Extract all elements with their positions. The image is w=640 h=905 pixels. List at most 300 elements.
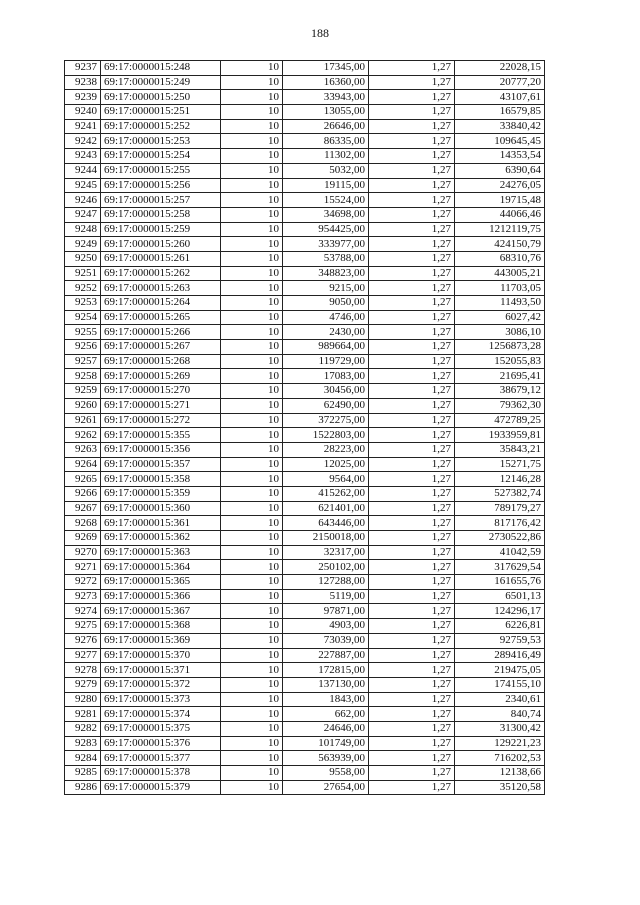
table-row xyxy=(65,575,545,590)
table-row xyxy=(65,222,545,237)
group-code-cell: 10 xyxy=(221,442,283,457)
table-row xyxy=(65,766,545,781)
row-number-cell: 9238 xyxy=(65,75,101,90)
row-number-cell: 9285 xyxy=(65,766,101,781)
group-code-cell: 10 xyxy=(221,560,283,575)
coefficient-value-cell: 1,27 xyxy=(369,516,455,531)
row-number-cell: 9266 xyxy=(65,486,101,501)
area-value-cell: 12025,00 xyxy=(283,457,369,472)
row-number-cell: 9242 xyxy=(65,134,101,149)
table-row xyxy=(65,149,545,164)
group-code-cell: 10 xyxy=(221,354,283,369)
total-value-cell: 24276,05 xyxy=(455,178,545,193)
cadastral-number-cell: 69:17:0000015:361 xyxy=(101,516,221,531)
coefficient-value-cell: 1,27 xyxy=(369,61,455,76)
group-code-cell: 10 xyxy=(221,266,283,281)
cadastral-number-cell: 69:17:0000015:368 xyxy=(101,619,221,634)
total-value-cell: 21695,41 xyxy=(455,369,545,384)
area-value-cell: 9050,00 xyxy=(283,296,369,311)
table-row xyxy=(65,134,545,149)
area-value-cell: 9564,00 xyxy=(283,472,369,487)
coefficient-value-cell: 1,27 xyxy=(369,780,455,795)
row-number-cell: 9256 xyxy=(65,340,101,355)
table-row xyxy=(65,354,545,369)
total-value-cell: 22028,15 xyxy=(455,61,545,76)
coefficient-value-cell: 1,27 xyxy=(369,413,455,428)
cadastral-number-cell: 69:17:0000015:359 xyxy=(101,486,221,501)
table-row xyxy=(65,119,545,134)
group-code-cell: 10 xyxy=(221,90,283,105)
cadastral-number-cell: 69:17:0000015:370 xyxy=(101,648,221,663)
coefficient-value-cell: 1,27 xyxy=(369,663,455,678)
area-value-cell: 101749,00 xyxy=(283,736,369,751)
cadastral-value-table xyxy=(64,60,545,795)
row-number-cell: 9245 xyxy=(65,178,101,193)
coefficient-value-cell: 1,27 xyxy=(369,766,455,781)
cadastral-number-cell: 69:17:0000015:372 xyxy=(101,677,221,692)
table-row xyxy=(65,501,545,516)
row-number-cell: 9250 xyxy=(65,251,101,266)
group-code-cell: 10 xyxy=(221,516,283,531)
area-value-cell: 621401,00 xyxy=(283,501,369,516)
table-row xyxy=(65,325,545,340)
row-number-cell: 9248 xyxy=(65,222,101,237)
coefficient-value-cell: 1,27 xyxy=(369,325,455,340)
area-value-cell: 127288,00 xyxy=(283,575,369,590)
cadastral-number-cell: 69:17:0000015:259 xyxy=(101,222,221,237)
group-code-cell: 10 xyxy=(221,398,283,413)
cadastral-number-cell: 69:17:0000015:371 xyxy=(101,663,221,678)
group-code-cell: 10 xyxy=(221,163,283,178)
area-value-cell: 33943,00 xyxy=(283,90,369,105)
total-value-cell: 1212119,75 xyxy=(455,222,545,237)
coefficient-value-cell: 1,27 xyxy=(369,472,455,487)
group-code-cell: 10 xyxy=(221,222,283,237)
row-number-cell: 9286 xyxy=(65,780,101,795)
row-number-cell: 9261 xyxy=(65,413,101,428)
area-value-cell: 4746,00 xyxy=(283,310,369,325)
row-number-cell: 9240 xyxy=(65,105,101,120)
cadastral-number-cell: 69:17:0000015:267 xyxy=(101,340,221,355)
row-number-cell: 9272 xyxy=(65,575,101,590)
row-number-cell: 9275 xyxy=(65,619,101,634)
group-code-cell: 10 xyxy=(221,531,283,546)
area-value-cell: 13055,00 xyxy=(283,105,369,120)
row-number-cell: 9283 xyxy=(65,736,101,751)
row-number-cell: 9264 xyxy=(65,457,101,472)
table-row xyxy=(65,619,545,634)
coefficient-value-cell: 1,27 xyxy=(369,442,455,457)
group-code-cell: 10 xyxy=(221,648,283,663)
area-value-cell: 32317,00 xyxy=(283,545,369,560)
coefficient-value-cell: 1,27 xyxy=(369,384,455,399)
table-row xyxy=(65,780,545,795)
area-value-cell: 26646,00 xyxy=(283,119,369,134)
row-number-cell: 9273 xyxy=(65,589,101,604)
total-value-cell: 789179,27 xyxy=(455,501,545,516)
row-number-cell: 9257 xyxy=(65,354,101,369)
total-value-cell: 174155,10 xyxy=(455,677,545,692)
total-value-cell: 152055,83 xyxy=(455,354,545,369)
group-code-cell: 10 xyxy=(221,721,283,736)
area-value-cell: 17345,00 xyxy=(283,61,369,76)
total-value-cell: 840,74 xyxy=(455,707,545,722)
total-value-cell: 219475,05 xyxy=(455,663,545,678)
row-number-cell: 9271 xyxy=(65,560,101,575)
total-value-cell: 527382,74 xyxy=(455,486,545,501)
coefficient-value-cell: 1,27 xyxy=(369,619,455,634)
row-number-cell: 9281 xyxy=(65,707,101,722)
area-value-cell: 1843,00 xyxy=(283,692,369,707)
row-number-cell: 9276 xyxy=(65,633,101,648)
group-code-cell: 10 xyxy=(221,486,283,501)
total-value-cell: 15271,75 xyxy=(455,457,545,472)
row-number-cell: 9258 xyxy=(65,369,101,384)
cadastral-number-cell: 69:17:0000015:379 xyxy=(101,780,221,795)
table-row xyxy=(65,589,545,604)
row-number-cell: 9244 xyxy=(65,163,101,178)
coefficient-value-cell: 1,27 xyxy=(369,604,455,619)
area-value-cell: 17083,00 xyxy=(283,369,369,384)
total-value-cell: 38679,12 xyxy=(455,384,545,399)
coefficient-value-cell: 1,27 xyxy=(369,237,455,252)
cadastral-number-cell: 69:17:0000015:360 xyxy=(101,501,221,516)
coefficient-value-cell: 1,27 xyxy=(369,531,455,546)
cadastral-number-cell: 69:17:0000015:362 xyxy=(101,531,221,546)
group-code-cell: 10 xyxy=(221,193,283,208)
group-code-cell: 10 xyxy=(221,325,283,340)
total-value-cell: 6390,64 xyxy=(455,163,545,178)
table-row xyxy=(65,677,545,692)
cadastral-number-cell: 69:17:0000015:261 xyxy=(101,251,221,266)
group-code-cell: 10 xyxy=(221,281,283,296)
area-value-cell: 5119,00 xyxy=(283,589,369,604)
coefficient-value-cell: 1,27 xyxy=(369,589,455,604)
cadastral-number-cell: 69:17:0000015:376 xyxy=(101,736,221,751)
cadastral-number-cell: 69:17:0000015:250 xyxy=(101,90,221,105)
table-row xyxy=(65,310,545,325)
cadastral-number-cell: 69:17:0000015:263 xyxy=(101,281,221,296)
coefficient-value-cell: 1,27 xyxy=(369,648,455,663)
cadastral-number-cell: 69:17:0000015:357 xyxy=(101,457,221,472)
coefficient-value-cell: 1,27 xyxy=(369,340,455,355)
cadastral-number-cell: 69:17:0000015:266 xyxy=(101,325,221,340)
total-value-cell: 716202,53 xyxy=(455,751,545,766)
total-value-cell: 124296,17 xyxy=(455,604,545,619)
table-row xyxy=(65,163,545,178)
coefficient-value-cell: 1,27 xyxy=(369,633,455,648)
coefficient-value-cell: 1,27 xyxy=(369,575,455,590)
cadastral-number-cell: 69:17:0000015:378 xyxy=(101,766,221,781)
table-row xyxy=(65,707,545,722)
area-value-cell: 86335,00 xyxy=(283,134,369,149)
area-value-cell: 1522803,00 xyxy=(283,428,369,443)
table-row xyxy=(65,721,545,736)
total-value-cell: 6027,42 xyxy=(455,310,545,325)
row-number-cell: 9263 xyxy=(65,442,101,457)
table-row xyxy=(65,90,545,105)
table-row xyxy=(65,281,545,296)
table-row xyxy=(65,398,545,413)
cadastral-number-cell: 69:17:0000015:356 xyxy=(101,442,221,457)
area-value-cell: 62490,00 xyxy=(283,398,369,413)
table-row xyxy=(65,692,545,707)
total-value-cell: 79362,30 xyxy=(455,398,545,413)
group-code-cell: 10 xyxy=(221,707,283,722)
area-value-cell: 15524,00 xyxy=(283,193,369,208)
area-value-cell: 954425,00 xyxy=(283,222,369,237)
cadastral-number-cell: 69:17:0000015:358 xyxy=(101,472,221,487)
total-value-cell: 2730522,86 xyxy=(455,531,545,546)
cadastral-number-cell: 69:17:0000015:271 xyxy=(101,398,221,413)
area-value-cell: 643446,00 xyxy=(283,516,369,531)
table-row xyxy=(65,413,545,428)
table-row xyxy=(65,663,545,678)
coefficient-value-cell: 1,27 xyxy=(369,398,455,413)
coefficient-value-cell: 1,27 xyxy=(369,428,455,443)
row-number-cell: 9237 xyxy=(65,61,101,76)
group-code-cell: 10 xyxy=(221,178,283,193)
row-number-cell: 9246 xyxy=(65,193,101,208)
row-number-cell: 9243 xyxy=(65,149,101,164)
area-value-cell: 563939,00 xyxy=(283,751,369,766)
total-value-cell: 35120,58 xyxy=(455,780,545,795)
total-value-cell: 44066,46 xyxy=(455,207,545,222)
row-number-cell: 9278 xyxy=(65,663,101,678)
area-value-cell: 227887,00 xyxy=(283,648,369,663)
group-code-cell: 10 xyxy=(221,369,283,384)
row-number-cell: 9254 xyxy=(65,310,101,325)
table-row xyxy=(65,648,545,663)
coefficient-value-cell: 1,27 xyxy=(369,134,455,149)
coefficient-value-cell: 1,27 xyxy=(369,692,455,707)
area-value-cell: 662,00 xyxy=(283,707,369,722)
table-row xyxy=(65,384,545,399)
total-value-cell: 443005,21 xyxy=(455,266,545,281)
group-code-cell: 10 xyxy=(221,736,283,751)
coefficient-value-cell: 1,27 xyxy=(369,222,455,237)
area-value-cell: 372275,00 xyxy=(283,413,369,428)
area-value-cell: 28223,00 xyxy=(283,442,369,457)
cadastral-number-cell: 69:17:0000015:364 xyxy=(101,560,221,575)
row-number-cell: 9253 xyxy=(65,296,101,311)
total-value-cell: 6501,13 xyxy=(455,589,545,604)
table-row xyxy=(65,531,545,546)
cadastral-number-cell: 69:17:0000015:375 xyxy=(101,721,221,736)
cadastral-number-cell: 69:17:0000015:249 xyxy=(101,75,221,90)
cadastral-number-cell: 69:17:0000015:251 xyxy=(101,105,221,120)
table-row xyxy=(65,369,545,384)
group-code-cell: 10 xyxy=(221,75,283,90)
coefficient-value-cell: 1,27 xyxy=(369,369,455,384)
cadastral-number-cell: 69:17:0000015:365 xyxy=(101,575,221,590)
group-code-cell: 10 xyxy=(221,545,283,560)
cadastral-number-cell: 69:17:0000015:258 xyxy=(101,207,221,222)
total-value-cell: 161655,76 xyxy=(455,575,545,590)
cadastral-number-cell: 69:17:0000015:265 xyxy=(101,310,221,325)
row-number-cell: 9252 xyxy=(65,281,101,296)
coefficient-value-cell: 1,27 xyxy=(369,149,455,164)
group-code-cell: 10 xyxy=(221,134,283,149)
row-number-cell: 9247 xyxy=(65,207,101,222)
group-code-cell: 10 xyxy=(221,105,283,120)
row-number-cell: 9282 xyxy=(65,721,101,736)
total-value-cell: 11703,05 xyxy=(455,281,545,296)
row-number-cell: 9280 xyxy=(65,692,101,707)
area-value-cell: 4903,00 xyxy=(283,619,369,634)
table-row xyxy=(65,75,545,90)
area-value-cell: 2150018,00 xyxy=(283,531,369,546)
total-value-cell: 19715,48 xyxy=(455,193,545,208)
area-value-cell: 53788,00 xyxy=(283,251,369,266)
group-code-cell: 10 xyxy=(221,296,283,311)
coefficient-value-cell: 1,27 xyxy=(369,105,455,120)
area-value-cell: 9215,00 xyxy=(283,281,369,296)
table-row xyxy=(65,61,545,76)
coefficient-value-cell: 1,27 xyxy=(369,266,455,281)
table-row xyxy=(65,751,545,766)
group-code-cell: 10 xyxy=(221,589,283,604)
group-code-cell: 10 xyxy=(221,633,283,648)
table-row xyxy=(65,545,545,560)
table-row xyxy=(65,105,545,120)
cadastral-number-cell: 69:17:0000015:367 xyxy=(101,604,221,619)
coefficient-value-cell: 1,27 xyxy=(369,75,455,90)
total-value-cell: 424150,79 xyxy=(455,237,545,252)
row-number-cell: 9268 xyxy=(65,516,101,531)
coefficient-value-cell: 1,27 xyxy=(369,501,455,516)
total-value-cell: 2340,61 xyxy=(455,692,545,707)
coefficient-value-cell: 1,27 xyxy=(369,281,455,296)
coefficient-value-cell: 1,27 xyxy=(369,178,455,193)
group-code-cell: 10 xyxy=(221,207,283,222)
group-code-cell: 10 xyxy=(221,457,283,472)
total-value-cell: 31300,42 xyxy=(455,721,545,736)
coefficient-value-cell: 1,27 xyxy=(369,251,455,266)
total-value-cell: 289416,49 xyxy=(455,648,545,663)
table-row xyxy=(65,560,545,575)
area-value-cell: 30456,00 xyxy=(283,384,369,399)
coefficient-value-cell: 1,27 xyxy=(369,736,455,751)
row-number-cell: 9260 xyxy=(65,398,101,413)
cadastral-number-cell: 69:17:0000015:373 xyxy=(101,692,221,707)
table-row xyxy=(65,251,545,266)
group-code-cell: 10 xyxy=(221,780,283,795)
table-row xyxy=(65,442,545,457)
group-code-cell: 10 xyxy=(221,428,283,443)
area-value-cell: 348823,00 xyxy=(283,266,369,281)
table-row xyxy=(65,340,545,355)
group-code-cell: 10 xyxy=(221,575,283,590)
cadastral-number-cell: 69:17:0000015:268 xyxy=(101,354,221,369)
cadastral-number-cell: 69:17:0000015:253 xyxy=(101,134,221,149)
row-number-cell: 9241 xyxy=(65,119,101,134)
coefficient-value-cell: 1,27 xyxy=(369,457,455,472)
table-row xyxy=(65,472,545,487)
coefficient-value-cell: 1,27 xyxy=(369,119,455,134)
coefficient-value-cell: 1,27 xyxy=(369,193,455,208)
total-value-cell: 92759,53 xyxy=(455,633,545,648)
total-value-cell: 11493,50 xyxy=(455,296,545,311)
cadastral-number-cell: 69:17:0000015:270 xyxy=(101,384,221,399)
area-value-cell: 97871,00 xyxy=(283,604,369,619)
table-row xyxy=(65,178,545,193)
cadastral-number-cell: 69:17:0000015:269 xyxy=(101,369,221,384)
coefficient-value-cell: 1,27 xyxy=(369,354,455,369)
area-value-cell: 16360,00 xyxy=(283,75,369,90)
group-code-cell: 10 xyxy=(221,604,283,619)
total-value-cell: 472789,25 xyxy=(455,413,545,428)
total-value-cell: 129221,23 xyxy=(455,736,545,751)
coefficient-value-cell: 1,27 xyxy=(369,90,455,105)
area-value-cell: 24646,00 xyxy=(283,721,369,736)
area-value-cell: 989664,00 xyxy=(283,340,369,355)
area-value-cell: 19115,00 xyxy=(283,178,369,193)
total-value-cell: 317629,54 xyxy=(455,560,545,575)
group-code-cell: 10 xyxy=(221,413,283,428)
coefficient-value-cell: 1,27 xyxy=(369,677,455,692)
table-row xyxy=(65,633,545,648)
cadastral-number-cell: 69:17:0000015:257 xyxy=(101,193,221,208)
cadastral-number-cell: 69:17:0000015:355 xyxy=(101,428,221,443)
coefficient-value-cell: 1,27 xyxy=(369,486,455,501)
total-value-cell: 1933959,81 xyxy=(455,428,545,443)
cadastral-number-cell: 69:17:0000015:363 xyxy=(101,545,221,560)
group-code-cell: 10 xyxy=(221,251,283,266)
table-row xyxy=(65,604,545,619)
table-row xyxy=(65,266,545,281)
cadastral-number-cell: 69:17:0000015:254 xyxy=(101,149,221,164)
table-row xyxy=(65,486,545,501)
area-value-cell: 9558,00 xyxy=(283,766,369,781)
row-number-cell: 9269 xyxy=(65,531,101,546)
coefficient-value-cell: 1,27 xyxy=(369,751,455,766)
row-number-cell: 9239 xyxy=(65,90,101,105)
table-row xyxy=(65,736,545,751)
area-value-cell: 250102,00 xyxy=(283,560,369,575)
cadastral-number-cell: 69:17:0000015:366 xyxy=(101,589,221,604)
table-row xyxy=(65,237,545,252)
cadastral-number-cell: 69:17:0000015:264 xyxy=(101,296,221,311)
coefficient-value-cell: 1,27 xyxy=(369,163,455,178)
group-code-cell: 10 xyxy=(221,751,283,766)
coefficient-value-cell: 1,27 xyxy=(369,560,455,575)
row-number-cell: 9259 xyxy=(65,384,101,399)
cadastral-number-cell: 69:17:0000015:260 xyxy=(101,237,221,252)
total-value-cell: 68310,76 xyxy=(455,251,545,266)
table-row xyxy=(65,193,545,208)
area-value-cell: 34698,00 xyxy=(283,207,369,222)
coefficient-value-cell: 1,27 xyxy=(369,721,455,736)
area-value-cell: 172815,00 xyxy=(283,663,369,678)
group-code-cell: 10 xyxy=(221,237,283,252)
row-number-cell: 9251 xyxy=(65,266,101,281)
row-number-cell: 9279 xyxy=(65,677,101,692)
group-code-cell: 10 xyxy=(221,766,283,781)
total-value-cell: 12138,66 xyxy=(455,766,545,781)
cadastral-number-cell: 69:17:0000015:252 xyxy=(101,119,221,134)
group-code-cell: 10 xyxy=(221,692,283,707)
row-number-cell: 9284 xyxy=(65,751,101,766)
row-number-cell: 9270 xyxy=(65,545,101,560)
cadastral-number-cell: 69:17:0000015:369 xyxy=(101,633,221,648)
page-number: 188 xyxy=(311,26,329,40)
area-value-cell: 119729,00 xyxy=(283,354,369,369)
table-row xyxy=(65,207,545,222)
row-number-cell: 9277 xyxy=(65,648,101,663)
total-value-cell: 14353,54 xyxy=(455,149,545,164)
total-value-cell: 109645,45 xyxy=(455,134,545,149)
